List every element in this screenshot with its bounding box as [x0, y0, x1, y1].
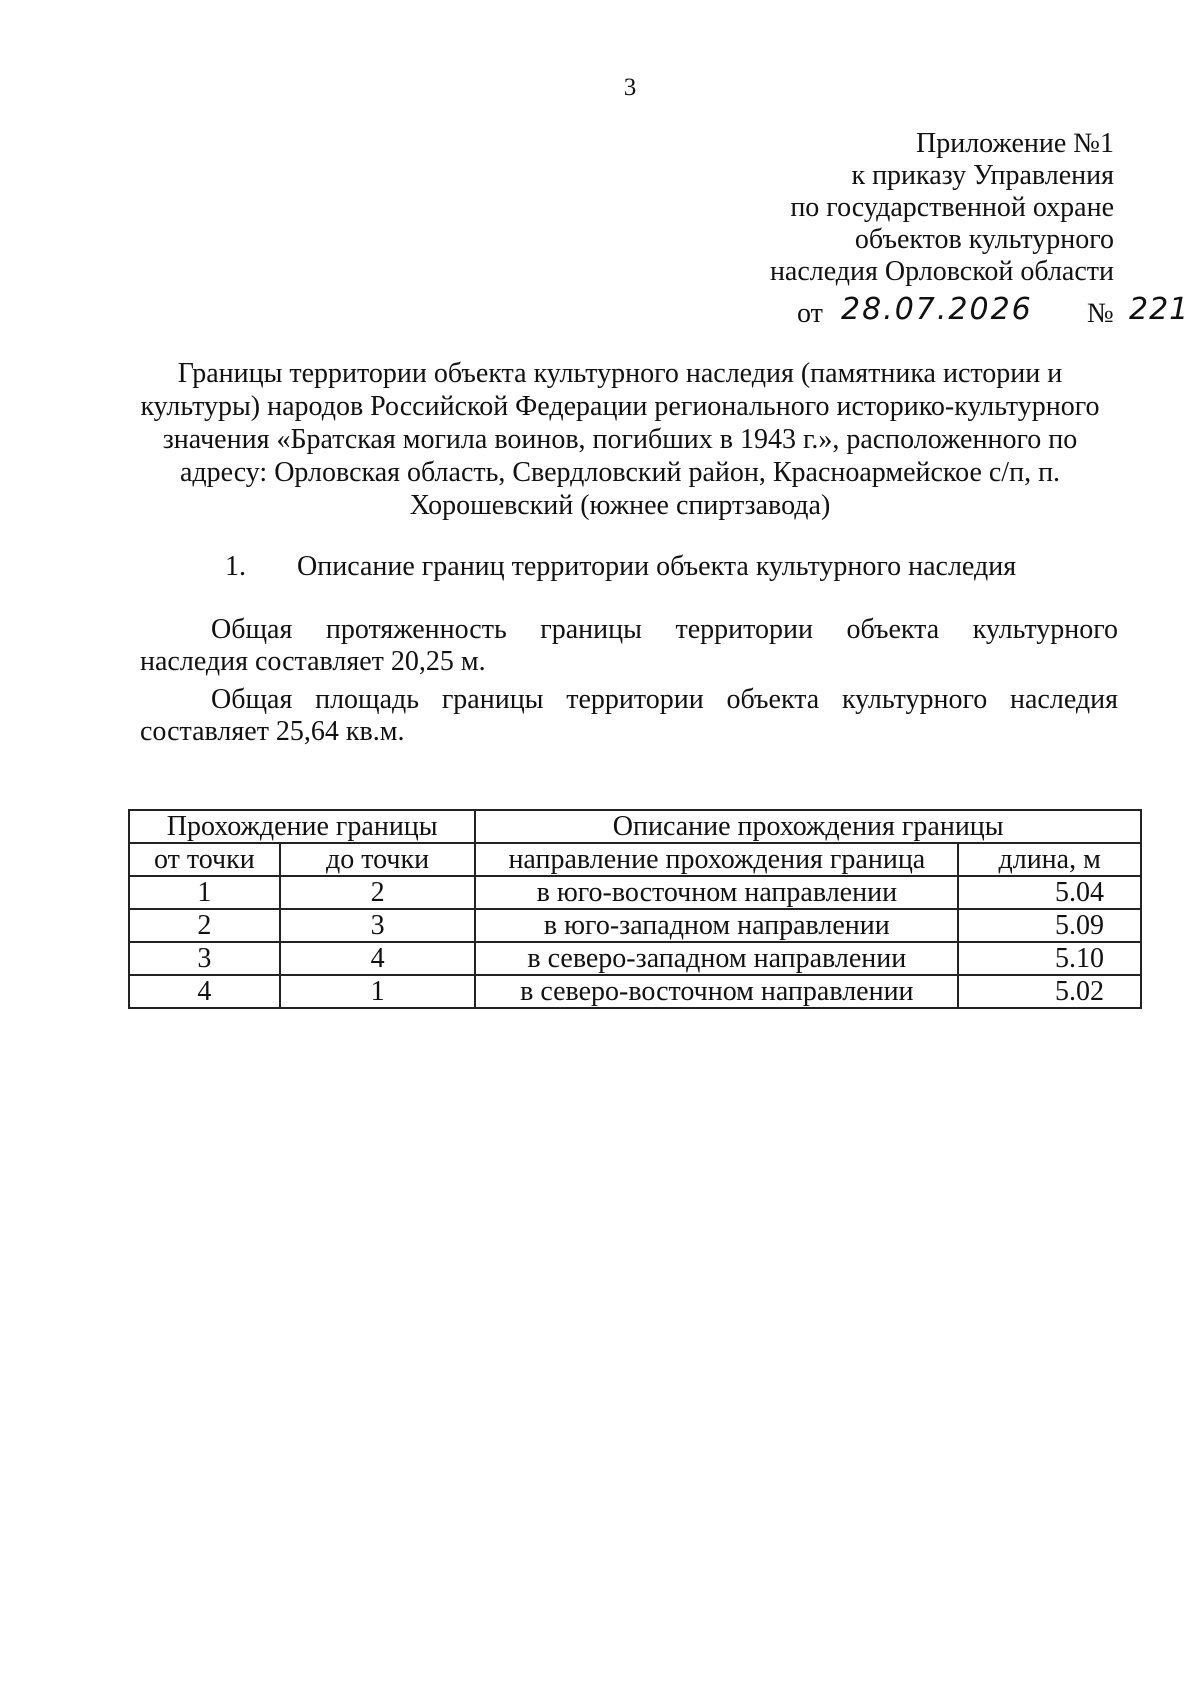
table-group-header-row: [129, 810, 1141, 843]
document-title: [120, 357, 1120, 522]
cell-to: 2: [280, 876, 476, 909]
paragraph-area: [140, 684, 1118, 748]
column-header-direction: направление прохождения граница: [475, 843, 958, 876]
title-line: Хорошевский (южнее спиртзавода): [409, 490, 831, 521]
cell-direction: в юго-восточном направлении: [475, 876, 958, 909]
cell-from: 3: [129, 942, 280, 975]
title-line: значения «Братская могила воинов, погибших в 1943 г.», расположенного по: [162, 424, 1078, 455]
handwritten-date: 28.07.2026: [841, 292, 1033, 327]
cell-from: 2: [129, 909, 280, 942]
cell-length: 5.04: [958, 876, 1141, 909]
table-row: [129, 909, 1141, 942]
column-header-to: до точки: [280, 843, 476, 876]
cell-to: 4: [280, 942, 476, 975]
paragraph-length: [140, 614, 1118, 678]
page-number: 3: [623, 74, 637, 101]
group-header-description: Описание прохождения границы: [475, 810, 1141, 843]
section-number: 1.: [225, 551, 246, 582]
section-title: Описание границ территории объекта культурного наследия: [297, 551, 1017, 582]
column-header-from: от точки: [129, 843, 280, 876]
paragraph-line: наследия составляет 20,25 м.: [140, 646, 486, 677]
cell-to: 1: [280, 975, 476, 1008]
paragraph-line: Общая площадь границы территории объекта культурного наследия: [211, 684, 1118, 715]
title-line: адресу: Орловская область, Свердловский район, Красноармейское с/п, п.: [179, 457, 1061, 488]
date-prefix: от: [797, 298, 823, 329]
cell-length: 5.10: [958, 942, 1141, 975]
appendix-line: Приложение №1: [916, 128, 1114, 159]
table-row: [129, 876, 1141, 909]
paragraph-line: составляет 25,64 кв.м.: [140, 716, 405, 747]
appendix-line: по государственной охране: [790, 192, 1114, 223]
table-row: [129, 942, 1141, 975]
cell-direction: в северо-западном направлении: [475, 942, 958, 975]
title-line: Границы территории объекта культурного наследия (памятника истории и: [177, 358, 1063, 389]
cell-from: 4: [129, 975, 280, 1008]
cell-direction: в северо-восточном направлении: [475, 975, 958, 1008]
cell-from: 1: [129, 876, 280, 909]
title-line: культуры) народов Российской Федерации регионального историко-культурного: [140, 391, 1100, 422]
column-header-length: длина, м: [958, 843, 1141, 876]
appendix-line: наследия Орловской области: [769, 256, 1114, 287]
boundary-table: [128, 809, 1142, 1009]
section-heading: [225, 551, 1016, 583]
group-header-passage: Прохождение границы: [129, 810, 475, 843]
cell-length: 5.09: [958, 909, 1141, 942]
table-row: [129, 975, 1141, 1008]
table-subheader-row: [129, 843, 1141, 876]
cell-to: 3: [280, 909, 476, 942]
order-date-number-line: [797, 292, 1190, 332]
appendix-line: к приказу Управления: [851, 160, 1114, 191]
appendix-line: объектов культурного: [854, 224, 1114, 255]
cell-length: 5.02: [958, 975, 1141, 1008]
appendix-header: [554, 128, 1114, 288]
number-sign: №: [1087, 298, 1114, 329]
paragraph-line: Общая протяженность границы территории объекта культурного: [211, 614, 1118, 645]
cell-direction: в юго-западном направлении: [475, 909, 958, 942]
handwritten-number: 221: [1129, 292, 1190, 327]
